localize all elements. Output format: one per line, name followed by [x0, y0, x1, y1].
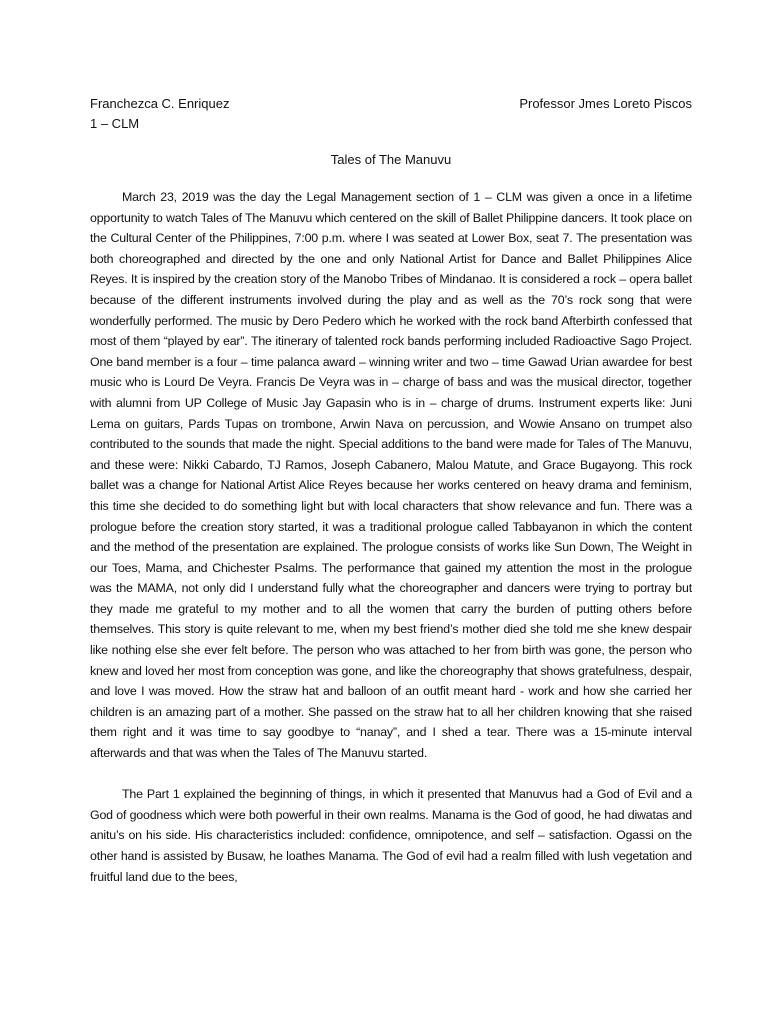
professor-name: Professor Jmes Loreto Piscos	[519, 96, 692, 111]
body-paragraph-1: March 23, 2019 was the day the Legal Management section of 1 – CLM was given a once in a lifetime opportunity to watch Tales of The Manuvu which centered on the skill of Ballet Philippine dancers. It took place on the Cultural Center of the Philippines, 7:00 p.m. where I was seated at Lower Box, seat 7. The presentation was both choreographed and directed by the one and only National Artist for Dance and Ballet Philippines Alice Reyes. It is inspired by the creation story of the Manobo Tribes of Mindanao. It is considered a rock – opera ballet because of the different instruments involved during the play and as well as the 70’s rock song that were wonderfully performed. The music by Dero Pedero which he worked with the rock band Afterbirth confessed that most of them “played by ear”. The itinerary of talented rock bands performing included Radioactive Sago Project. One band member is a four – time palanca award – winning writer and two – time Gawad Urian awardee for best music who is Lourd De Veyra. Francis De Veyra was in – charge of bass and was the musical director, together with alumni from UP College of Music Jay Gapasin who is in – charge of drums. Instrument experts like: Juni Lema on guitars, Pards Tupas on trombone, Arwin Nava on percussion, and Wowie Ansano on trumpet also contributed to the sounds that made the night. Special additions to the band were made for Tales of The Manuvu, and these were: Nikki Cabardo, TJ Ramos, Joseph Cabanero, Malou Matute, and Grace Bugayong. This rock ballet was a change for National Artist Alice Reyes because her works centered on heavy drama and feminism, this time she decided to do something light but with local characters that show relevance and fun. There was a prologue before the creation story started, it was a traditional prologue called Tabbayanon in which the content and the method of the presentation are explained. The prologue consists of works like Sun Down, The Weight in our Toes, Mama, and Chichester Psalms. The performance that gained my attention the most in the prologue was the MAMA, not only did I understand fully what the choreographer and dancers were trying to portray but they made me grateful to my mother and to all the women that carry the burden of putting others before themselves. This story is quite relevant to me, when my best friend’s mother died she told me she knew despair like nothing else she ever felt before. The person who was attached to her from birth was gone, the person who knew and loved her most from conception was gone, and like the choreography that shows gratefulness, despair, and love I was moved. How the straw hat and balloon of an outfit meant hard - work and how she carried her children is an amazing part of a mother. She passed on the straw hat to all her children knowing that she raised them right and it was time to say goodbye to “nanay”, and I shed a tear. There was a 15-minute interval afterwards and that was when the Tales of The Manuvu started.	[90, 190, 692, 761]
document-body	[90, 187, 692, 887]
author-name: Franchezca C. Enriquez	[90, 96, 230, 111]
section-label: 1 – CLM	[90, 116, 140, 131]
document-title: Tales of The Manuvu	[330, 152, 452, 167]
document-header	[90, 94, 692, 114]
body-paragraph-2: The Part 1 explained the beginning of things, in which it presented that Manuvus had a God of Evil and a God of goodness which were both powerful in their own realms. Manama is the God of good, he had diwatas and anitu’s on his side. His characteristics included: confidence, omnipotence, and self – satisfaction. Ogassi on the other hand is assisted by Busaw, he loathes Manama. The God of evil had a realm filled with lush vegetation and fruitful land due to the bees,	[90, 787, 692, 884]
